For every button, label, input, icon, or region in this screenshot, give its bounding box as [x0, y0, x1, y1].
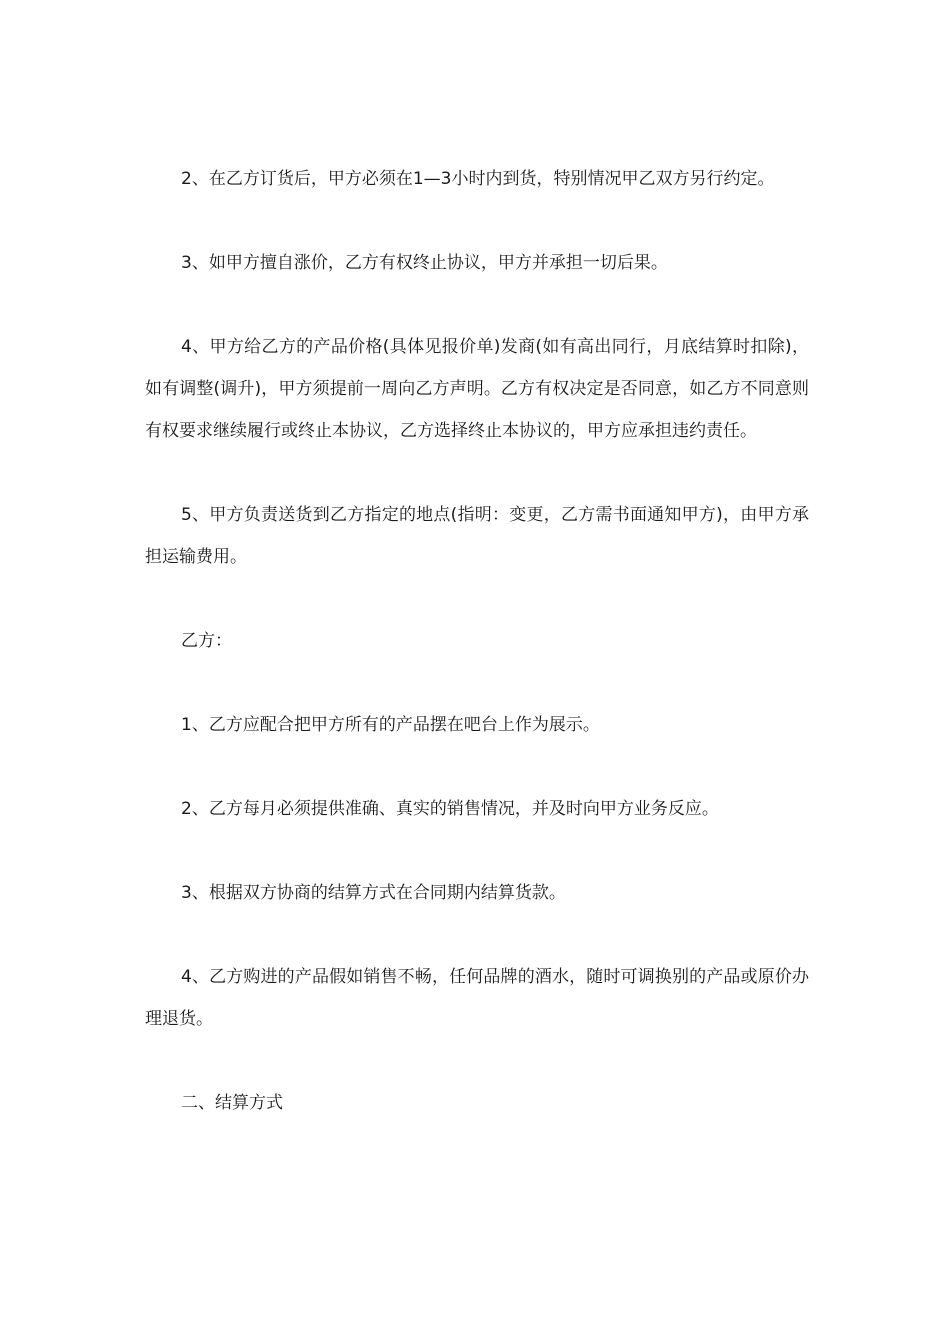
clause-b-4: 4、乙方购进的产品假如销售不畅，任何品牌的酒水，随时可调换别的产品或原价办理退货。 [145, 967, 809, 1029]
document-body [145, 158, 809, 1124]
clause-b-1: 1、乙方应配合把甲方所有的产品摆在吧台上作为展示。 [181, 715, 600, 735]
clause-b-2: 2、乙方每月必须提供准确、真实的销售情况，并及时向甲方业务反应。 [181, 799, 719, 819]
paragraph-gap [145, 200, 809, 242]
paragraph-gap [145, 1040, 809, 1082]
section-heading-settlement: 二、结算方式 [181, 1093, 283, 1113]
clause-a-3: 3、如甲方擅自涨价，乙方有权终止协议，甲方并承担一切后果。 [181, 253, 668, 273]
party-b-heading: 乙方： [181, 631, 232, 651]
clause-a-4: 4、甲方给乙方的产品价格(具体见报价单)发商(如有高出同行，月底结算时扣除)，如有调整(调升)，甲方须提前一周向乙方声明。乙方有权决定是否同意，如乙方不同意则有权要求继续履行或终止本协议，乙方选择终止本协议的，甲方应承担违约责任。 [145, 337, 809, 441]
clause-b-3: 3、根据双方协商的结算方式在合同期内结算货款。 [181, 883, 566, 903]
paragraph-gap [145, 452, 809, 494]
clause-a-5: 5、甲方负责送货到乙方指定的地点(指明：变更，乙方需书面通知甲方)，由甲方承担运输费用。 [145, 505, 809, 567]
paragraph-gap [145, 662, 809, 704]
paragraph-gap [145, 284, 809, 326]
paragraph-gap [145, 914, 809, 956]
paragraph-gap [145, 578, 809, 620]
paragraph-gap [145, 830, 809, 872]
clause-a-2: 2、在乙方订货后，甲方必须在1—3小时内到货，特别情况甲乙双方另行约定。 [181, 169, 775, 189]
paragraph-gap [145, 746, 809, 788]
